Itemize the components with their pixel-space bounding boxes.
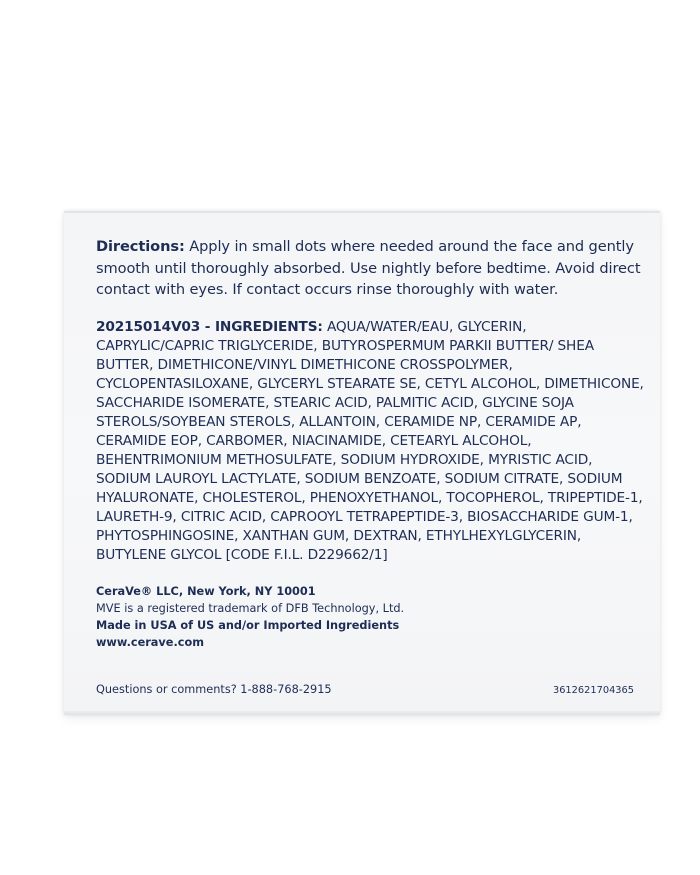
directions-label: Directions:: [96, 238, 185, 255]
directions-text: Apply in small dots where needed around the face and gently smooth until thoroughly absorbed. Use nightly before bedtime. Avoid direct contact with eyes. If contact occurs rinse thoroughly with water.: [96, 238, 641, 298]
ingredients-label: 20215014V03 - INGREDIENTS:: [96, 318, 323, 335]
questions-contact: Questions or comments? 1-888-768-2915: [96, 683, 332, 696]
company-info: [96, 583, 644, 652]
ingredients-text: AQUA/WATER/EAU, GLYCERIN, CAPRYLIC/CAPRIC TRIGLYCERIDE, BUTYROSPERMUM PARKII BUTTER/ SHEA BUTTER, DIMETHICONE/VINYL DIMETHICONE CROSSPOLYMER, CYCLOPENTASILOXANE, GLYCERYL STEARATE SE, CETYL ALCOHOL, DIMETHICONE, SACCHARIDE ISOMERATE, STEARIC ACID, PALMITIC ACID, GLYCINE SOJA STEROLS/SOYBEAN STEROLS, ALLANTOIN, CERAMIDE NP, CERAMIDE AP, CERAMIDE EOP, CARBOMER, NIACINAMIDE, CETEARYL ALCOHOL, BEHENTRIMONIUM METHOSULFATE, SODIUM HYDROXIDE, MYRISTIC ACID, SODIUM LAUROYL LACTYLATE, SODIUM BENZOATE, SODIUM CITRATE, SODIUM HYALURONATE, CHOLESTEROL, PHENOXYETHANOL, TOCOPHEROL, TRIPEPTIDE-1, LAURETH-9, CITRIC ACID, CAPROOYL TETRAPEPTIDE-3, BIOSACCHARIDE GUM-1, PHYTOSPHINGOSINE, XANTHAN GUM, DEXTRAN, ETHYLHEXYLGLYCERIN, BUTYLENE GLYCOL [CODE F.I.L. D229662/1]: [96, 318, 644, 563]
ingredients-paragraph: [96, 318, 644, 565]
box-top-edge: [64, 211, 660, 213]
website: www.cerave.com: [96, 636, 204, 650]
directions-paragraph: [96, 236, 644, 301]
box-bottom-edge: [64, 711, 660, 715]
barcode-number: 3612621704365: [552, 685, 634, 696]
trademark-notice: MVE is a registered trademark of DFB Technology, Ltd.: [96, 601, 405, 615]
company-address: CeraVe® LLC, New York, NY 10001: [96, 584, 316, 598]
label-content: [96, 236, 644, 652]
origin-notice: Made in USA of US and/or Imported Ingredients: [96, 619, 400, 633]
